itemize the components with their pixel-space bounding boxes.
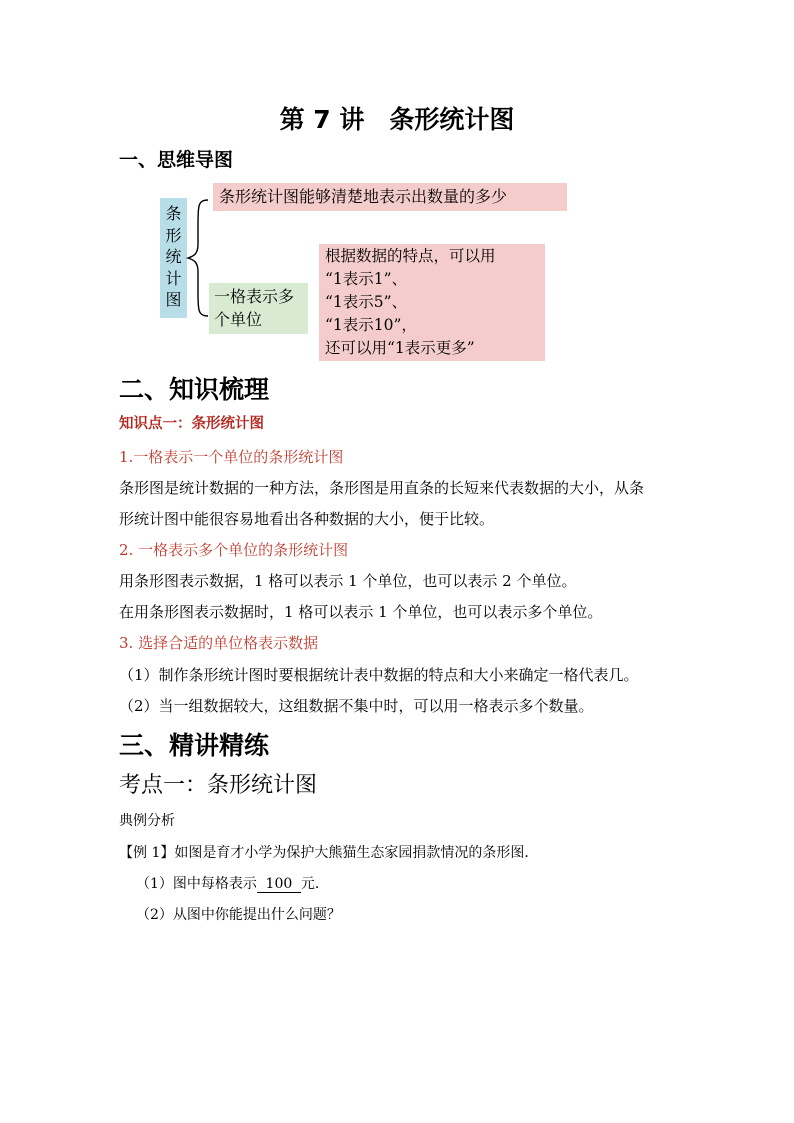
paragraph-2-line-1: 用条形图表示数据，1 格可以表示 1 个单位，也可以表示 2 个单位。 xyxy=(119,572,577,590)
paragraph-2-line-2: 在用条形图表示数据时，1 格可以表示 1 个单位，也可以表示多个单位。 xyxy=(119,603,603,621)
mindmap-root: 条形统计图 xyxy=(160,198,187,318)
subheading-1: 1.一格表示一个单位的条形统计图 xyxy=(119,448,344,466)
note-line: 根据数据的特点，可以用 xyxy=(325,247,496,265)
answer-blank: 100 xyxy=(257,876,301,893)
section-heading-knowledge: 二、知识梳理 xyxy=(119,375,270,404)
mindmap-branch-2-note xyxy=(319,244,545,361)
example-label: 典例分析 xyxy=(119,813,175,829)
question-1-suffix: 元． xyxy=(300,876,329,892)
section-heading-mindmap: 一、思维导图 xyxy=(119,149,234,171)
note-line: “1表示5”、 xyxy=(325,293,408,311)
question-1-prefix: （1）图中每格表示 xyxy=(136,876,257,892)
paragraph-3-line-1: （1）制作条形统计图时要根据统计表中数据的特点和大小来确定一格代表几。 xyxy=(119,666,639,684)
note-line: “1表示10”， xyxy=(325,316,417,334)
subheading-3: 3. 选择合适的单位格表示数据 xyxy=(119,634,319,652)
paragraph-3-line-2: （2）当一组数据较大，这组数据不集中时，可以用一格表示多个数量。 xyxy=(119,697,594,715)
question-1 xyxy=(136,873,329,893)
paragraph-1-line-2: 形统计图中能很容易地看出各种数据的大小，便于比较。 xyxy=(119,510,495,528)
note-line: “1表示1”、 xyxy=(325,270,408,288)
question-2: （2）从图中你能提出什么问题？ xyxy=(136,907,341,923)
note-line: 还可以用“1表示更多” xyxy=(325,339,475,357)
section-heading-practice: 三、精讲精练 xyxy=(119,731,270,760)
page-title: 第 7 讲 条形统计图 xyxy=(279,105,515,134)
paragraph-1-line-1: 条形图是统计数据的一种方法，条形图是用直条的长短来代表数据的大小，从条 xyxy=(119,479,645,497)
subheading-2: 2. 一格表示多个单位的条形统计图 xyxy=(119,541,349,559)
knowledge-point-title: 知识点一：条形统计图 xyxy=(119,415,264,432)
exam-point-title: 考点一：条形统计图 xyxy=(119,773,318,798)
mindmap-branch-1: 条形统计图能够清楚地表示出数量的多少 xyxy=(213,183,567,211)
mindmap-branch-2-text: 一格表示多个单位 xyxy=(214,287,295,329)
example-text: 【例 1】如图是育才小学为保护大熊猫生态家园捐款情况的条形图． xyxy=(119,845,539,861)
mindmap-branch-2 xyxy=(209,283,308,334)
